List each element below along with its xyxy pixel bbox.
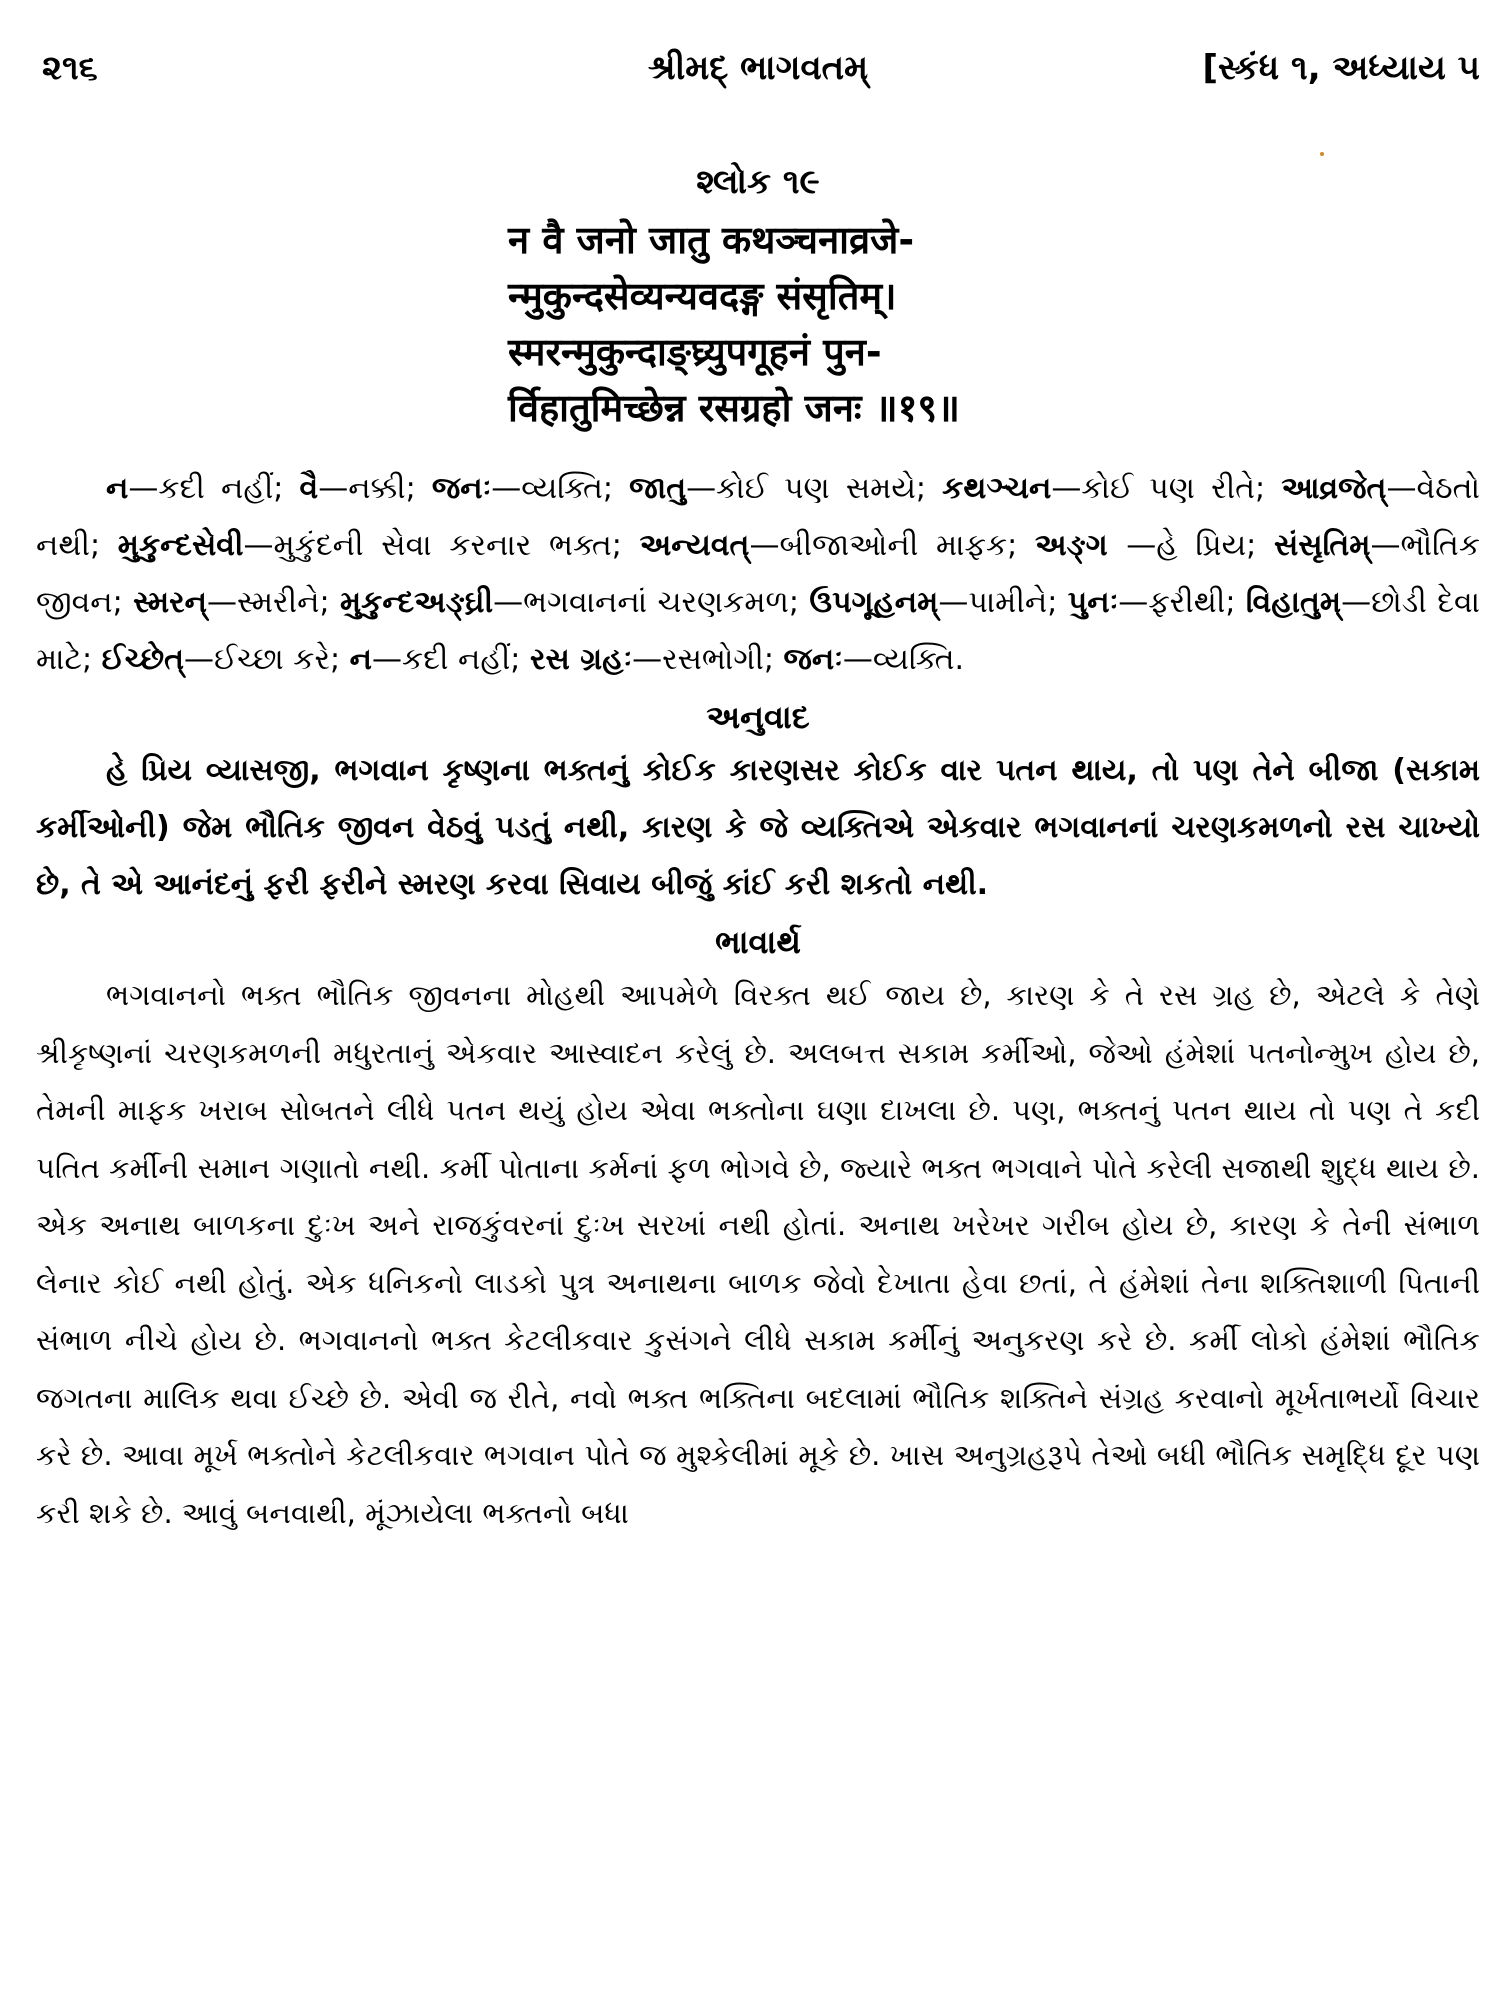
synonym-meaning: —પામીને; bbox=[938, 585, 1068, 620]
synonym-meaning: —ભૌતિક જીવન; bbox=[36, 528, 1480, 620]
synonym-word: ન bbox=[349, 642, 372, 677]
translation-heading: અનુવાદ bbox=[706, 698, 810, 736]
synonym-word: ઉપગૂહનમ્ bbox=[809, 585, 939, 620]
synonym-meaning: —ભગવાનનાં ચરણકમળ; bbox=[493, 585, 810, 620]
synonym-meaning: —વેઠતો નથી; bbox=[36, 471, 1480, 563]
synonym-meaning: —છોડી દેવા માટે; bbox=[36, 585, 1481, 677]
synonym-word: જાતુ bbox=[629, 471, 687, 506]
word-synonyms bbox=[36, 460, 1480, 688]
synonym-word: આવ્રજેત્ bbox=[1281, 471, 1387, 506]
synonym-word: મુકુન્દસેવી bbox=[117, 528, 244, 563]
verse-line: न वै जनो जातु कथञ्चनाव्रजे- bbox=[508, 218, 915, 262]
synonym-word: મુકુન્દઅઙ્ઘ્રી bbox=[339, 585, 494, 620]
book-title: શ્રીમદ્ ભાગવતમ્ bbox=[647, 48, 869, 88]
synonym-word: કથઞ્ચન bbox=[942, 471, 1052, 506]
purport-heading: ભાવાર્થ bbox=[715, 923, 801, 961]
verse-heading: શ્લોક ૧૯ bbox=[696, 162, 820, 202]
translation-text: હે પ્રિય વ્યાસજી, ભગવાન કૃષ્ણના ભક્તનું કોઈક કારણસર કોઈક વાર પતન થાય, તો પણ તેને બીજા (સકામ કર્મીઓની) જેમ ભૌતિક જીવન વેઠવું પડતું નથી, કારણ કે જે વ્યક્તિએ એકવાર ભગવાનનાં ચરણકમળનો રસ ચાખ્યો છે, તે એ આનંદનું ફરી ફરીને સ્મરણ કરવા સિવાય બીજું કાંઈ કરી શકતો નથી. bbox=[36, 753, 1480, 902]
chapter-reference: [સ્કંધ ૧, અધ્યાય ૫ bbox=[1202, 48, 1480, 88]
synonym-word: પુનઃ bbox=[1067, 585, 1119, 620]
synonym-word: જનઃ bbox=[431, 471, 492, 506]
synonym-word: સ્મરન્ bbox=[133, 585, 208, 620]
synonym-word: જનઃ bbox=[783, 642, 843, 677]
synonym-meaning: —બીજાઓની માફક; bbox=[749, 528, 1035, 563]
sanskrit-verse bbox=[508, 212, 1480, 436]
synonym-meaning: —કોઈ પણ રીતે; bbox=[1051, 471, 1282, 506]
verse-line: न्मुकुन्दसेव्यन्यवदङ्ग संसृतिम्। bbox=[508, 274, 897, 318]
synonym-word: અઙ્ગ bbox=[1034, 528, 1127, 563]
synonym-meaning: —મુકુંદની સેવા કરનાર ભક્ત; bbox=[243, 528, 640, 563]
synonym-word: વિહાતુમ્ bbox=[1245, 585, 1342, 620]
synonym-word: ઈચ્છેત્ bbox=[101, 642, 184, 677]
synonym-meaning: —વ્યક્તિ; bbox=[491, 471, 630, 506]
synonym-word: વૈ bbox=[299, 471, 319, 506]
page-number: ૨૧૬ bbox=[42, 48, 98, 88]
page-header bbox=[36, 40, 1480, 96]
synonym-meaning: —વ્યક્તિ. bbox=[842, 642, 965, 677]
synonym-meaning: —નક્કી; bbox=[318, 471, 432, 506]
synonym-meaning: —ફરીથી; bbox=[1118, 585, 1246, 620]
synonym-meaning: —સ્મરીને; bbox=[207, 585, 340, 620]
verse-line: र्विहातुमिच्छेन्न रसग्रहो जनः ॥१९॥ bbox=[508, 386, 960, 430]
purport-text: ભગવાનનો ભક્ત ભૌતિક જીવનના મોહથી આપમેળે વિરક્ત થઈ જાય છે, કારણ કે તે રસ ગ્રહ છે, એટલે કે તેણે શ્રીકૃષ્ણનાં ચરણકમળની મધુરતાનું એકવાર આસ્વાદન કરેલું છે. અલબત્ત સકામ કર્મીઓ, જેઓ હંમેશાં પતનોન્મુખ હોય છે, તેમની માફક ખરાબ સોબતને લીધે પતન થયું હોય એવા ભક્તોના ઘણા દાખલા છે. પણ, ભક્તનું પતન થાય તો પણ તે કદી પતિત કર્મીની સમાન ગણાતો નથી. કર્મી પોતાના કર્મનાં ફળ ભોગવે છે, જ્યારે ભક્ત ભગવાને પોતે કરેલી સજાથી શુદ્ધ થાય છે. એક અનાથ બાળકના દુઃખ અને રાજકુંવરનાં દુઃખ સરખાં નથી હોતાં. અનાથ ખરેખર ગરીબ હોય છે, કારણ કે તેની સંભાળ લેનાર કોઈ નથી હોતું. એક ધનિકનો લાડકો પુત્ર અનાથના બાળક જેવો દેખાતા હેવા છતાં, તે હંમેશાં તેના શક્તિશાળી પિતાની સંભાળ નીચે હોય છે. ભગવાનનો ભક્ત કેટલીકવાર કુસંગને લીધે સકામ કર્મીનું અનુકરણ કરે છે. કર્મી લોકો હંમેશાં ભૌતિક જગતના માલિક થવા ઈચ્છે છે. એવી જ રીતે, નવો ભક્ત ભક્તિના બદલામાં ભૌતિક શક્તિને સંગ્રહ કરવાનો મૂર્ખતાભર્યો વિચાર કરે છે. આવા મૂર્ખ ભક્તોને કેટલીકવાર ભગવાન પોતે જ મુશ્કેલીમાં મૂકે છે. ખાસ અનુગ્રહરૂપે તેઓ બધી ભૌતિક સમૃદ્ધિ દૂર પણ કરી શકે છે. આવું બનવાથી, મૂંઝાયેલા ભક્તનો બધા bbox=[36, 978, 1480, 1530]
synonym-word: સંસૃતિમ્ bbox=[1273, 528, 1371, 563]
book-page bbox=[36, 40, 1480, 1542]
verse-line: स्मरन्मुकुन्दाङ्घ्र्युपगूहनं पुन- bbox=[508, 330, 882, 374]
synonym-meaning: —ઈચ્છા કરે; bbox=[183, 642, 350, 677]
synonym-word: રસ ગ્રહઃ bbox=[529, 642, 633, 677]
synonym-meaning: —હે પ્રિય; bbox=[1126, 528, 1274, 563]
synonym-meaning: —કદી નહીં; bbox=[128, 471, 300, 506]
synonym-meaning: —કદી નહીં; bbox=[371, 642, 530, 677]
synonym-word: અન્યવત્ bbox=[639, 528, 750, 563]
synonym-meaning: —કોઈ પણ સમયે; bbox=[686, 471, 943, 506]
synonym-word: ન bbox=[106, 471, 129, 506]
synonym-meaning: —રસભોગી; bbox=[632, 642, 784, 677]
